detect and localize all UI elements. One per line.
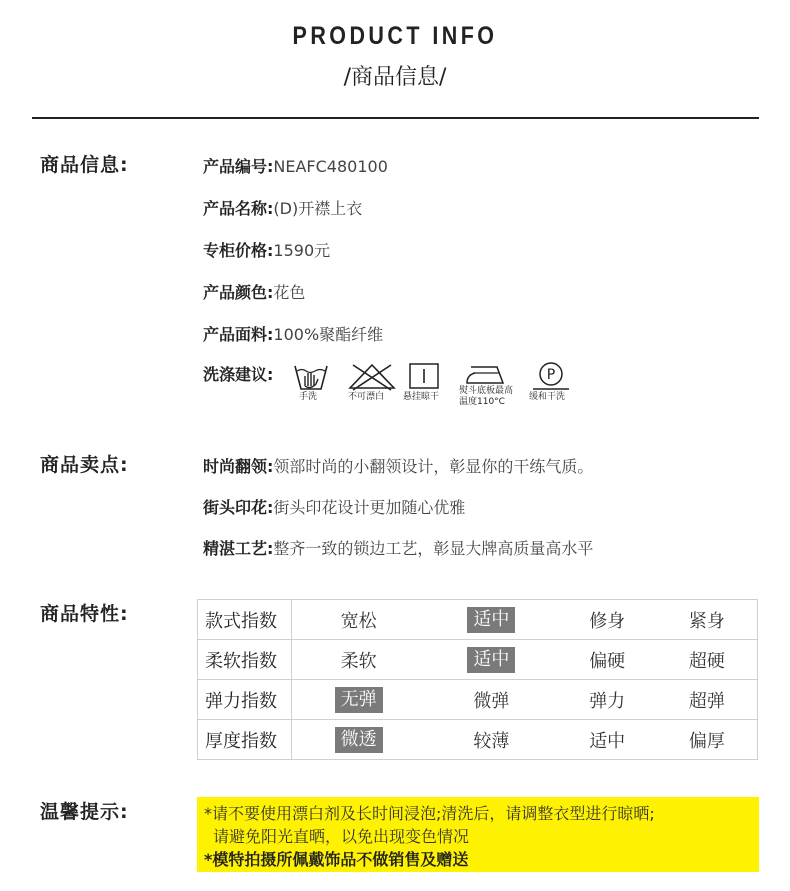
tips-line-1: *请不要使用漂白剂及长时间浸泡;清洗后，请调整衣型进行晾晒;	[204, 804, 655, 823]
properties-option-cell	[657, 640, 758, 680]
care-caption: 悬挂晾干	[403, 392, 440, 402]
selling-key: 街头印花:	[203, 498, 274, 517]
tips-line-2: 请避免阳光直晒，以免出现变色情况	[213, 827, 470, 846]
properties-option-cell	[657, 720, 758, 760]
info-key: 产品颜色:	[203, 283, 274, 302]
info-value: 1590元	[273, 241, 331, 260]
selling-key: 精湛工艺:	[203, 539, 274, 558]
care-caption: 熨斗底板最高	[459, 386, 514, 396]
properties-option: 宽松	[340, 610, 377, 632]
properties-option-cell	[292, 600, 426, 640]
info-row-name	[203, 196, 362, 219]
properties-option-selected: 微透	[335, 727, 383, 753]
properties-row	[198, 720, 758, 760]
selling-value: 领部时尚的小翻领设计，彰显你的干练气质。	[273, 457, 594, 476]
properties-option-cell	[425, 720, 557, 760]
section-label-tips: 温馨提示:	[40, 801, 129, 823]
properties-option-selected: 适中	[467, 607, 515, 633]
page-title-en: PRODUCT INFO	[292, 22, 498, 50]
properties-option-cell	[657, 680, 758, 720]
dry-clean-p-icon	[529, 362, 573, 392]
properties-option-cell	[425, 600, 557, 640]
dry-clean-symbol: P	[546, 367, 556, 383]
care-caption: 手洗	[299, 392, 318, 402]
properties-row-label: 款式指数	[198, 600, 292, 640]
properties-option-cell	[558, 600, 657, 640]
care-instructions	[203, 362, 623, 418]
selling-value: 街头印花设计更加随心优雅	[273, 498, 466, 517]
properties-option: 修身	[589, 610, 626, 632]
info-row-code	[203, 154, 388, 177]
care-caption: 不可漂白	[348, 392, 385, 402]
care-item-dry-clean	[529, 362, 599, 403]
page-title-zh: /商品信息/	[343, 65, 447, 90]
info-key: 产品面料:	[203, 325, 274, 344]
hang-dry-icon	[403, 362, 443, 392]
section-label-properties: 商品特性:	[40, 603, 129, 625]
properties-option-selected: 无弹	[335, 687, 383, 713]
properties-option: 超弹	[688, 690, 725, 712]
info-value: 100%聚酯纤维	[273, 325, 384, 344]
properties-option: 超硬	[688, 650, 725, 672]
properties-option: 紧身	[688, 610, 725, 632]
info-key: 产品编号:	[203, 157, 274, 176]
info-row-price	[203, 238, 330, 261]
properties-option: 较薄	[473, 730, 510, 752]
selling-row-collar	[203, 454, 593, 477]
properties-option: 弹力	[589, 690, 626, 712]
selling-value: 整齐一致的锁边工艺，彰显大牌高质量高水平	[273, 539, 594, 558]
info-value: (D)开襟上衣	[273, 199, 363, 218]
care-item-iron	[459, 362, 529, 408]
properties-row-label: 弹力指数	[198, 680, 292, 720]
info-value: NEAFC480100	[273, 157, 388, 176]
properties-option-cell	[558, 720, 657, 760]
properties-option: 偏硬	[589, 650, 626, 672]
properties-option-cell	[558, 640, 657, 680]
no-bleach-icon	[347, 362, 397, 392]
iron-icon	[459, 362, 509, 386]
care-key: 洗涤建议:	[203, 365, 274, 384]
properties-option-cell	[558, 680, 657, 720]
info-row-fabric	[203, 322, 383, 345]
info-key: 产品名称:	[203, 199, 274, 218]
info-value: 花色	[273, 283, 306, 302]
header-divider	[32, 117, 759, 119]
care-caption-2: 温度110°C	[459, 397, 505, 407]
properties-option-cell	[292, 680, 426, 720]
section-label-info: 商品信息:	[40, 154, 129, 176]
section-label-selling: 商品卖点:	[40, 454, 129, 476]
properties-option: 微弹	[473, 690, 510, 712]
properties-option-cell	[425, 640, 557, 680]
properties-row	[198, 600, 758, 640]
properties-option: 偏厚	[688, 730, 725, 752]
tips-line-3: *模特拍摄所佩戴饰品不做销售及赠送	[204, 850, 469, 869]
info-key: 专柜价格:	[203, 241, 274, 260]
tips-box	[197, 797, 759, 872]
properties-option-cell	[292, 720, 426, 760]
properties-row	[198, 680, 758, 720]
properties-table	[197, 599, 758, 760]
properties-option: 柔软	[340, 650, 377, 672]
selling-row-print	[203, 495, 465, 518]
properties-option-selected: 适中	[467, 647, 515, 673]
selling-key: 时尚翻领:	[203, 457, 274, 476]
properties-option: 适中	[589, 730, 626, 752]
hand-wash-icon	[293, 362, 329, 392]
properties-row-label: 柔软指数	[198, 640, 292, 680]
properties-option-cell	[657, 600, 758, 640]
properties-option-cell	[292, 640, 426, 680]
info-row-color	[203, 280, 305, 303]
properties-row-label: 厚度指数	[198, 720, 292, 760]
care-caption: 缓和干洗	[529, 392, 566, 402]
properties-row	[198, 640, 758, 680]
properties-option-cell	[425, 680, 557, 720]
selling-row-craft	[203, 536, 593, 559]
